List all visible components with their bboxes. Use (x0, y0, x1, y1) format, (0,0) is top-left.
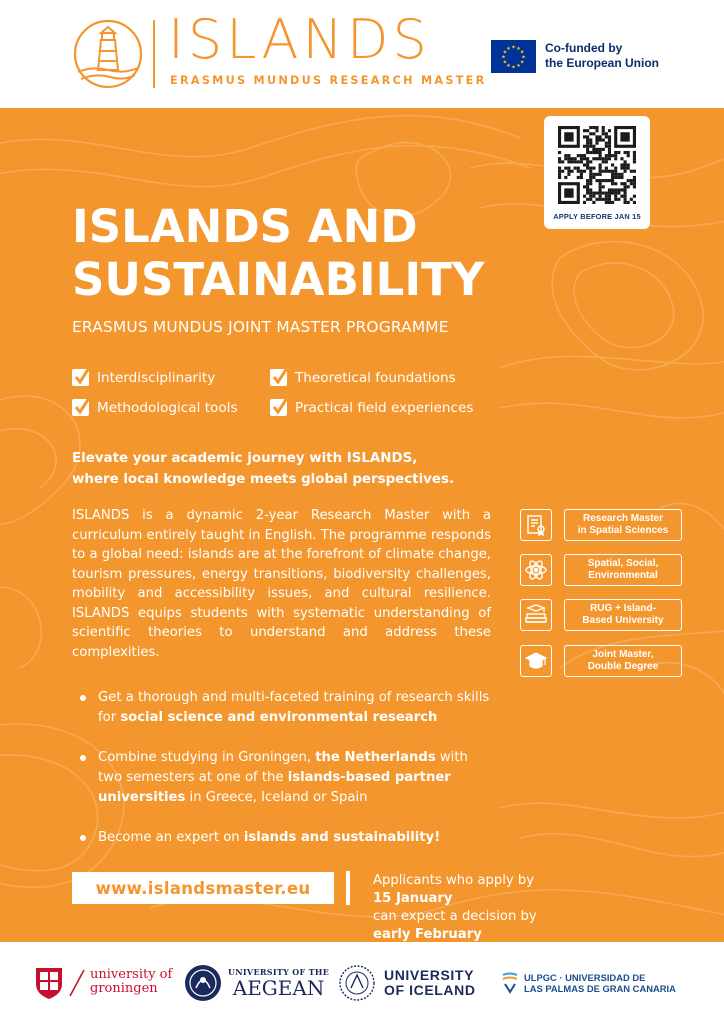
feature-item (520, 599, 682, 631)
eu-cofunded-label (545, 41, 659, 71)
checkmark-icon (270, 369, 287, 386)
groningen-line-2: groningen (90, 981, 158, 996)
iceland-line-2: OF ICELAND (384, 982, 476, 998)
atom-icon (520, 554, 552, 586)
eu-flag-icon (491, 40, 536, 73)
checklist-item (270, 369, 456, 386)
svg-text:★: ★ (521, 54, 526, 61)
website-link[interactable]: www.islandsmaster.eu (72, 872, 334, 904)
aegean-seal-icon (184, 964, 222, 1002)
checklist-item (270, 399, 473, 416)
checklist-label: Theoretical foundations (295, 369, 456, 386)
programme-description: ISLANDS is a dynamic 2-year Research Master with a curriculum entirely taught in English. The programme responds to a global need: islands are at the forefront of climate change, tourism pressures, energy transitions, biodiversity challenges, mobility and accessibility issues, and cultural resilience. ISLANDS equips students with systematic understanding of scientific theories to understand and address these complexities. (72, 508, 491, 660)
feature-item (520, 645, 682, 677)
main-panel (0, 108, 724, 942)
partner-iceland[interactable] (338, 964, 476, 1002)
qr-caption: APPLY BEFORE JAN 15 (553, 212, 641, 221)
iceland-seal-icon (338, 964, 376, 1002)
svg-text:★: ★ (506, 63, 511, 70)
svg-text:★: ★ (511, 64, 516, 71)
deadline-note: Applicants who apply by 15 January can expect a decision by early February (373, 873, 537, 942)
checklist-label: Practical field experiences (295, 399, 474, 416)
ulpgc-line-2: LAS PALMAS DE GRAN CANARIA (524, 983, 676, 994)
graduation-cap-icon (520, 645, 552, 677)
eu-line-1: Co-funded by (545, 41, 623, 55)
checklist-item (72, 399, 238, 416)
eu-line-2: the European Union (545, 56, 659, 70)
feature-label: Research Master in Spatial Sciences (564, 509, 682, 541)
checklist-item (72, 369, 215, 386)
page-title (72, 200, 542, 306)
svg-text:★: ★ (501, 54, 506, 61)
logo-divider (153, 20, 155, 88)
lighthouse-icon (72, 18, 144, 90)
header (0, 0, 724, 108)
groningen-crest-icon (34, 964, 64, 1000)
intro-line-1: Elevate your academic journey with ISLANDS, (72, 451, 418, 466)
list-item: Combine studying in Groningen, the Netherlands with two semesters at one of the islands-based partner universities in Greece, Iceland or Spain (78, 748, 494, 808)
list-item: Get a thorough and multi-faceted training of research skills for social science and environmental research (78, 688, 494, 728)
svg-text:★: ★ (511, 44, 516, 51)
books-icon (520, 599, 552, 631)
svg-text:★: ★ (502, 49, 508, 56)
title-line-1: ISLANDS AND (72, 200, 418, 253)
page-subtitle: ERASMUS MUNDUS JOINT MASTER PROGRAMME (72, 318, 449, 336)
checkmark-icon (270, 399, 287, 416)
aegean-line-1: UNIVERSITY OF THE (228, 967, 330, 977)
aegean-line-2: AEGEAN (232, 976, 325, 1000)
iceland-line-1: UNIVERSITY (384, 967, 475, 983)
intro-heading (72, 448, 454, 490)
feature-label: Spatial, Social, Environmental (564, 554, 682, 586)
ulpgc-line-1: ULPGC · UNIVERSIDAD DE (524, 972, 646, 983)
feature-label: RUG + Island- Based University (564, 599, 682, 631)
svg-text:★: ★ (502, 59, 508, 66)
divider (346, 871, 350, 905)
svg-text:★: ★ (506, 45, 511, 52)
list-item: Become an expert on islands and sustainability! (78, 828, 494, 848)
feature-item (520, 554, 682, 586)
partner-aegean[interactable] (184, 964, 329, 1002)
svg-text:★: ★ (516, 63, 521, 70)
checklist-label: Interdisciplinarity (97, 369, 216, 386)
qr-code[interactable] (558, 126, 636, 204)
partner-logos (0, 942, 724, 1024)
groningen-line-1: university of (90, 967, 173, 982)
checkmark-icon (72, 399, 89, 416)
title-line-2: SUSTAINABILITY (72, 253, 485, 306)
intro-line-2: where local knowledge meets global perspectives. (72, 472, 455, 487)
svg-text:★: ★ (519, 59, 525, 66)
feature-label: Joint Master, Double Degree (564, 645, 682, 677)
checkmark-icon (72, 369, 89, 386)
ulpgc-logo-icon (500, 972, 520, 994)
benefits-list (78, 688, 494, 868)
svg-text:★: ★ (516, 45, 521, 52)
logo-wordmark: ISLANDS (168, 8, 431, 71)
feature-item (520, 509, 682, 541)
logo-tagline: ERASMUS MUNDUS RESEARCH MASTER (170, 74, 487, 87)
partner-groningen[interactable] (34, 964, 172, 1000)
svg-text:★: ★ (519, 49, 525, 56)
checklist-label: Methodological tools (97, 399, 238, 416)
certificate-icon (520, 509, 552, 541)
slash-divider (64, 964, 90, 1000)
partner-ulpgc[interactable] (500, 972, 676, 994)
qr-card[interactable] (544, 116, 650, 229)
